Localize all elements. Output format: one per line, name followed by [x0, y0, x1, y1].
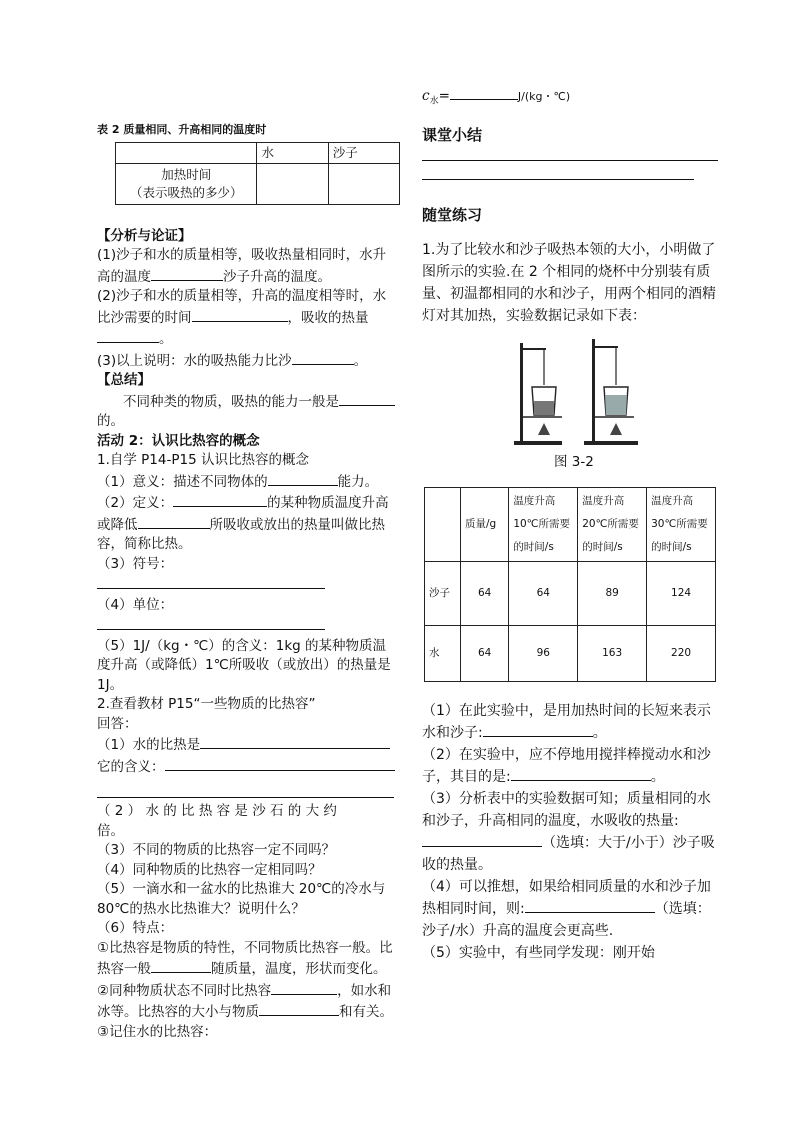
- blank[interactable]: [525, 898, 655, 913]
- q1-meaning: 它的含义：: [97, 756, 397, 778]
- table-cell: 64: [460, 625, 508, 681]
- table-cell: 64: [509, 561, 578, 625]
- blank[interactable]: [450, 85, 518, 100]
- activity2-meaning: （1）意义：描述不同物体的 能力。: [97, 471, 397, 493]
- analysis-title: 【分析与论证】: [97, 227, 192, 244]
- q5: （5）一滴水和一盆水的比热谁大 20℃的冷水与 80℃的热水比热谁大？说明什么？: [97, 881, 386, 917]
- exercise-1: 1.为了比较水和沙子吸热本领的大小，小明做了图所示的实验.在 2 个相同的烧杯中分别装有质量、初温都相同的水和沙子，用两个相同的酒精灯对其加热，实验数据记录如下表：: [422, 242, 716, 325]
- table-header-cell: 温度升高10℃所需要的时间/s: [509, 487, 578, 561]
- blank[interactable]: [292, 350, 354, 365]
- exercise-q4: （4）可以推想，如果给相同质量的水和沙子加热相同时间，则: （选填：沙子/水）升高的温度会更高些.: [422, 878, 711, 939]
- blank[interactable]: [271, 980, 337, 995]
- table-header-cell: [425, 487, 461, 561]
- blank[interactable]: [259, 1001, 339, 1016]
- feature-1: ①比热容是物质的特性，不同物质比热容一般。比热容一般 随质量，温度，形状而变化。: [97, 939, 393, 977]
- table-header-cell: 温度升高30℃所需要的时间/s: [647, 487, 716, 561]
- blank[interactable]: [483, 722, 593, 737]
- blank[interactable]: [97, 615, 325, 630]
- q6: （6）特点：: [97, 920, 174, 936]
- table-cell: 220: [647, 625, 716, 681]
- exercise-questions: [422, 700, 722, 964]
- table-row-label: 沙子: [425, 561, 461, 625]
- q4: （4）同种物质的比热容一定相同吗？: [97, 861, 322, 878]
- table2: [115, 142, 400, 205]
- blank[interactable]: [151, 958, 211, 973]
- summary-text: 不同种类的物质，吸热的能力一般是的。: [97, 391, 397, 432]
- blank[interactable]: [268, 471, 338, 486]
- analysis-p1: (1)沙子和水的质量相等，吸收热量相同时，水升高的温度 沙子升高的温度。: [97, 247, 387, 285]
- table2-caption: 表 2 质量相同、升高相同的温度时: [97, 123, 267, 136]
- exercise-q1: （1）在此实验中，是用加热时间的长短来表示水和沙子: 。: [422, 702, 711, 741]
- blank[interactable]: [165, 756, 395, 771]
- table-row-label: 水: [425, 625, 461, 681]
- blank[interactable]: [200, 734, 390, 749]
- feature-3: ③记住水的比热容：: [97, 1023, 218, 1040]
- table-cell: 64: [460, 561, 508, 625]
- class-summary-title: 课堂小结: [422, 126, 483, 145]
- table-header-cell: 质量/g: [460, 487, 508, 561]
- exercise-q5: （5）实验中，有些同学发现：刚开始: [422, 944, 655, 961]
- data-table: [424, 487, 716, 682]
- feature-2: ②同种物质状态不同时比热容 ，如水和冰等。比热容的大小与物质 和有关。: [97, 980, 397, 1023]
- blank[interactable]: [173, 492, 267, 507]
- q2-tail: 倍。: [97, 822, 124, 839]
- blank[interactable]: [192, 307, 288, 322]
- table2-cell-sand[interactable]: [328, 163, 399, 204]
- analysis-p3: (3)以上说明：水的吸热能力比沙 。: [97, 350, 397, 372]
- cwater-line: $c_水= J/(kg$・℃): [422, 85, 722, 112]
- blank[interactable]: [97, 574, 325, 589]
- blank[interactable]: [151, 266, 223, 281]
- q3: （3）不同的物质的比热容一定不同吗？: [97, 842, 336, 858]
- answer-label: 回答：: [97, 715, 138, 732]
- table2-row-label: 加热时间 （表示吸热的多少）: [116, 163, 257, 204]
- blank[interactable]: [339, 391, 395, 406]
- table-header-cell: 温度升高20℃所需要的时间/s: [578, 487, 647, 561]
- exercise-q3: （3）分析表中的实验数据可知；质量相同的水和沙子，升高相同的温度，水吸收的热量:（选填：大于/小于）沙子吸收的热量。: [422, 790, 715, 873]
- table-cell: 124: [647, 561, 716, 625]
- q2: （ 2 ） 水 的 比 热 容 是 沙 石 的 大 约: [97, 803, 337, 819]
- table-cell: 163: [578, 625, 647, 681]
- analysis-p2: (2)沙子和水的质量相等，升高的温度相等时，水比沙需要的时间 ，吸收的热量。: [97, 288, 387, 347]
- exercise-q2: （2）在实验中，应不停地用搅拌棒搅动水和沙子，其目的是: 。: [422, 746, 711, 785]
- activity2-unit: （4）单位：: [97, 596, 397, 637]
- blank[interactable]: [138, 514, 210, 529]
- activity2-definition: （2）定义： 的某种物质温度升高或降低 所吸收或放出的热量叫做比热容，简称比热。: [97, 492, 397, 555]
- table2-col-sand: 沙子: [328, 142, 399, 163]
- practice-title: 随堂练习: [422, 205, 483, 224]
- table2-col-water: 水: [257, 142, 328, 163]
- right-column: [422, 85, 722, 964]
- activity2-title: 活动 2：认识比热容的概念: [97, 432, 260, 449]
- answer-line[interactable]: [97, 797, 394, 798]
- activity2-symbol: （3）符号：: [97, 555, 397, 596]
- apparatus-drawing: [512, 337, 642, 449]
- table2-cell-water[interactable]: [257, 163, 328, 204]
- blank[interactable]: [422, 832, 542, 847]
- activity2-unit-meaning: （5）1J/（kg・℃）的含义：1kg 的某种物质温度升高（或降低）1℃所吸收（或放出）的热量是 1J。: [97, 637, 391, 693]
- table-cell: 89: [578, 561, 647, 625]
- activity2-s1: 1.自学 P14-P15 认识比热容的概念: [97, 452, 309, 468]
- summary-title: 【总结】: [97, 372, 151, 388]
- q1: （1）水的比热是: [97, 734, 397, 756]
- apparatus-figure: [512, 337, 722, 449]
- left-column: [97, 120, 397, 1042]
- table-cell: 96: [509, 625, 578, 681]
- figure-caption: 图 3-2: [554, 454, 594, 471]
- blank[interactable]: [511, 766, 651, 781]
- blank[interactable]: [97, 328, 159, 343]
- activity2-s2: 2.查看教材 P15“一些物质的比热容”: [97, 696, 316, 712]
